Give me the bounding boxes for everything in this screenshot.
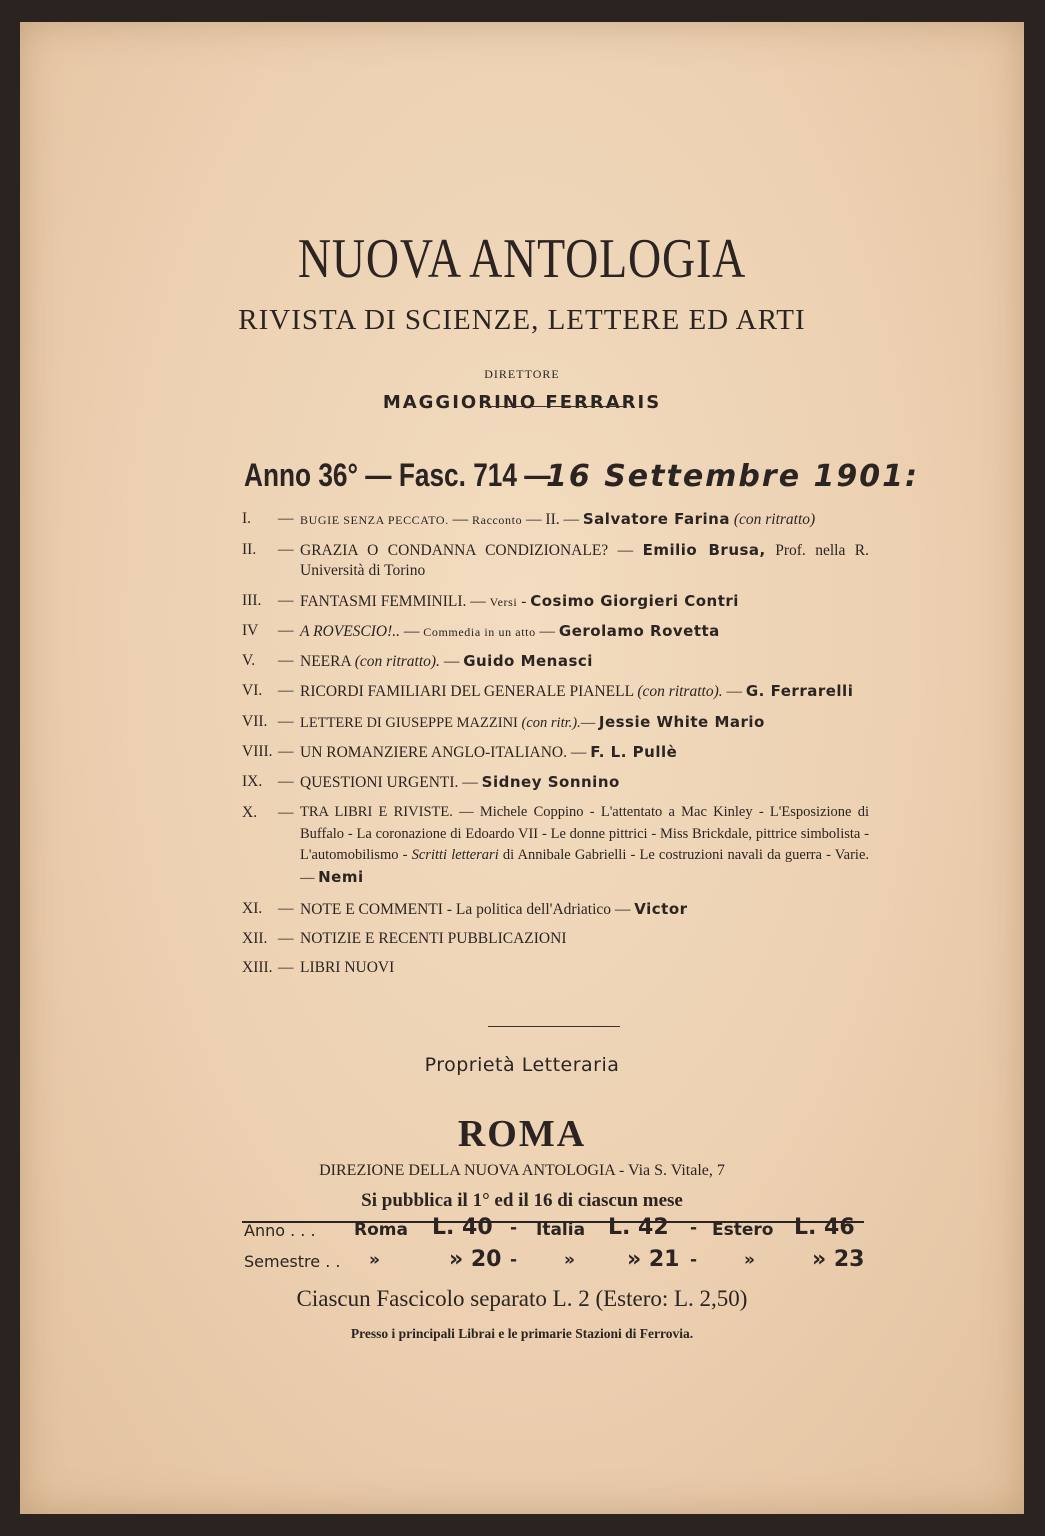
toc-note: (con ritratto). [637,683,723,700]
price-value: L. 42 [608,1215,669,1240]
toc-title: NOTE E COMMENTI [300,901,443,918]
publisher-address: DIREZIONE DELLA NUOVA ANTOLOGIA - Via S. Vitale, 7 [319,1162,725,1179]
toc-extra: — II. — [526,511,579,528]
separator: - [690,1218,698,1238]
price-value: » 23 [812,1247,865,1272]
toc-item: VII. — LETTERE DI GIUSEPPE MAZZINI (con ritr.).— Jessie White Mario [242,713,765,731]
toc-title: LIBRI NUOVI [300,959,395,976]
toc-title: QUESTIONI URGENTI. [300,774,459,791]
price-label: Semestre . . [244,1252,341,1271]
toc-item: II. — GRAZIA O CONDANNA CONDIZIONALE? — Emilio Brusa, Prof. nella R. Università di Torino [242,541,870,579]
toc-item: IV — A ROVESCIO!.. — Commedia in un atto — Gerolamo Rovetta [242,622,720,640]
price-region: Estero [712,1220,774,1240]
sellers-note: Presso i principali Librai e le primarie Stazioni di Ferrovia. [350,1326,694,1341]
toc-item: III. — FANTASMI FEMMINILI. — Versi - Cosimo Giorgieri Contri [242,592,739,610]
toc-title: LETTERE DI GIUSEPPE MAZZINI [300,715,518,731]
toc-title: BUGIE SENZA PECCATO. [300,513,449,527]
toc-item: X. — TRA LIBRI E RIVISTE. — Michele Coppino - L'attentato a Mac Kinley - L'Esposizione di Buffalo - La coronazione di Edoardo VII - Le donne pittrici - Miss Brickdale, pittrice simbolista - L'automobilismo - Scritti letterari di Annibale Gabrielli - Le costruzioni navali da guerra - Varie. — Nemi [242,802,869,889]
divider [488,1026,620,1027]
separator: - [690,1250,698,1270]
journal-title: NUOVA ANTOLOGIA [297,228,747,290]
single-issue-price: Ciascun Fascicolo separato L. 2 (Estero: L. 2,50) [296,1286,748,1311]
toc-title: RICORDI FAMILIARI DEL GENERALE PIANELL [300,683,634,700]
separator: - [510,1218,518,1238]
toc-num: XII. [242,930,268,947]
toc-summary: di Annibale Gabrielli - Le costruzioni navali da guerra - Varie. [502,847,870,863]
toc-item: XII. — NOTIZIE E RECENTI PUBBLICAZIONI [242,930,567,947]
toc-author: Victor [634,900,688,918]
toc-author: F. L. Pullè [590,743,678,761]
price-region: Roma [354,1220,408,1240]
toc-author: Emilio Brusa, [642,541,766,559]
director-label: DIRETTORE [484,367,560,381]
toc-summary: - La politica dell'Adriatico [446,901,612,918]
toc-author: Nemi [318,867,364,886]
toc-italic-title: Scritti letterari [411,847,499,863]
toc-item: VIII. — UN ROMANZIERE ANGLO-ITALIANO. — F. L. Pullè [242,743,678,761]
toc-title: NOTIZIE E RECENTI PUBBLICAZIONI [300,930,567,947]
separator: - [510,1250,518,1270]
toc-title: NEERA [300,653,351,670]
toc-item: I. — BUGIE SENZA PECCATO. — Racconto — II. — Salvatore Farina (con ritratto) [242,510,816,528]
toc-item: IX. — QUESTIONI URGENTI. — Sidney Sonnino [242,773,620,791]
toc-num: X. [242,804,258,821]
toc-item: V. — NEERA (con ritratto). — Guido Menasci [242,652,593,670]
price-row-year [244,1210,866,1240]
ditto-mark: » [369,1250,380,1270]
price-label: Anno . . . [244,1221,316,1240]
toc-kind: Versi [489,595,518,609]
toc-num: I. [242,510,252,527]
toc-note: Prof. nella R. Università di Torino [300,542,870,579]
toc-num: VIII. [242,743,273,760]
toc-num: V. [242,652,256,669]
toc-author: Jessie White Mario [598,713,765,731]
toc-title: UN ROMANZIERE ANGLO-ITALIANO. [300,744,567,761]
price-value: » 21 [627,1247,680,1272]
toc-title: FANTASMI FEMMINILI. [300,593,467,610]
price-row-semester [244,1242,866,1272]
toc-num: II. [242,541,257,558]
publisher-city: ROMA [457,1113,587,1155]
toc-author: Gerolamo Rovetta [558,622,720,640]
issue-line [244,457,919,494]
divider [485,406,623,407]
toc-author: Salvatore Farina [582,510,730,528]
toc-item: VI. — RICORDI FAMILIARI DEL GENERALE PIANELL (con ritratto). — G. Ferrarelli [242,682,854,700]
toc-num: IV [242,622,259,639]
price-value: L. 46 [794,1215,855,1240]
toc-author: Cosimo Giorgieri Contri [530,592,739,610]
copyright-notice: Proprietà Letteraria [424,1054,620,1076]
director-name: MAGGIORINO FERRARIS [382,392,662,413]
cover-page [20,22,1024,1514]
journal-subtitle: RIVISTA DI SCIENZE, LETTERE ED ARTI [238,304,806,336]
toc-summary: Michele Coppino - L'attentato a Mac Kinley - L'Esposizione di Buffalo - La coronazione di Edoardo VII - Le donne pittrici - Miss Brickdale, pittrice simbolista - L'automobilismo - [300,804,869,863]
toc-kind: Commedia in un atto [423,625,536,639]
publication-frequency: Si pubblica il 1° ed il 16 di ciascun mese [361,1190,683,1211]
toc-num: XIII. [242,959,273,976]
price-value: » 20 [449,1247,502,1272]
toc-title: GRAZIA O CONDANNA CONDIZIONALE? [300,542,609,559]
toc-item: XIII. — LIBRI NUOVI [242,959,395,976]
table-of-contents [242,509,869,987]
toc-item: XI. — NOTE E COMMENTI - La politica dell'Adriatico — Victor [242,900,688,918]
toc-num: IX. [242,773,263,790]
toc-num: XI. [242,900,263,917]
issue-number: Anno 36° — Fasc. 714 — [244,457,551,493]
toc-num: VII. [242,713,268,730]
price-region: Italia [536,1220,586,1240]
issue-date: 16 Settembre 1901: [546,459,919,494]
toc-num: VI. [242,682,263,699]
toc-title: TRA LIBRI E RIVISTE. [300,804,453,820]
toc-note: (con ritr.). [521,715,581,731]
toc-author: G. Ferrarelli [745,682,854,700]
toc-kind: Racconto [472,513,523,527]
ditto-mark: » [564,1250,575,1270]
toc-author: Sidney Sonnino [481,773,620,791]
toc-note: (con ritratto) [733,511,816,528]
toc-author: Guido Menasci [463,652,593,670]
toc-title: A ROVESCIO!.. [300,623,401,640]
ditto-mark: » [744,1250,755,1270]
toc-note: (con ritratto). [354,653,440,670]
price-value: L. 40 [432,1215,493,1240]
toc-num: III. [242,592,262,609]
